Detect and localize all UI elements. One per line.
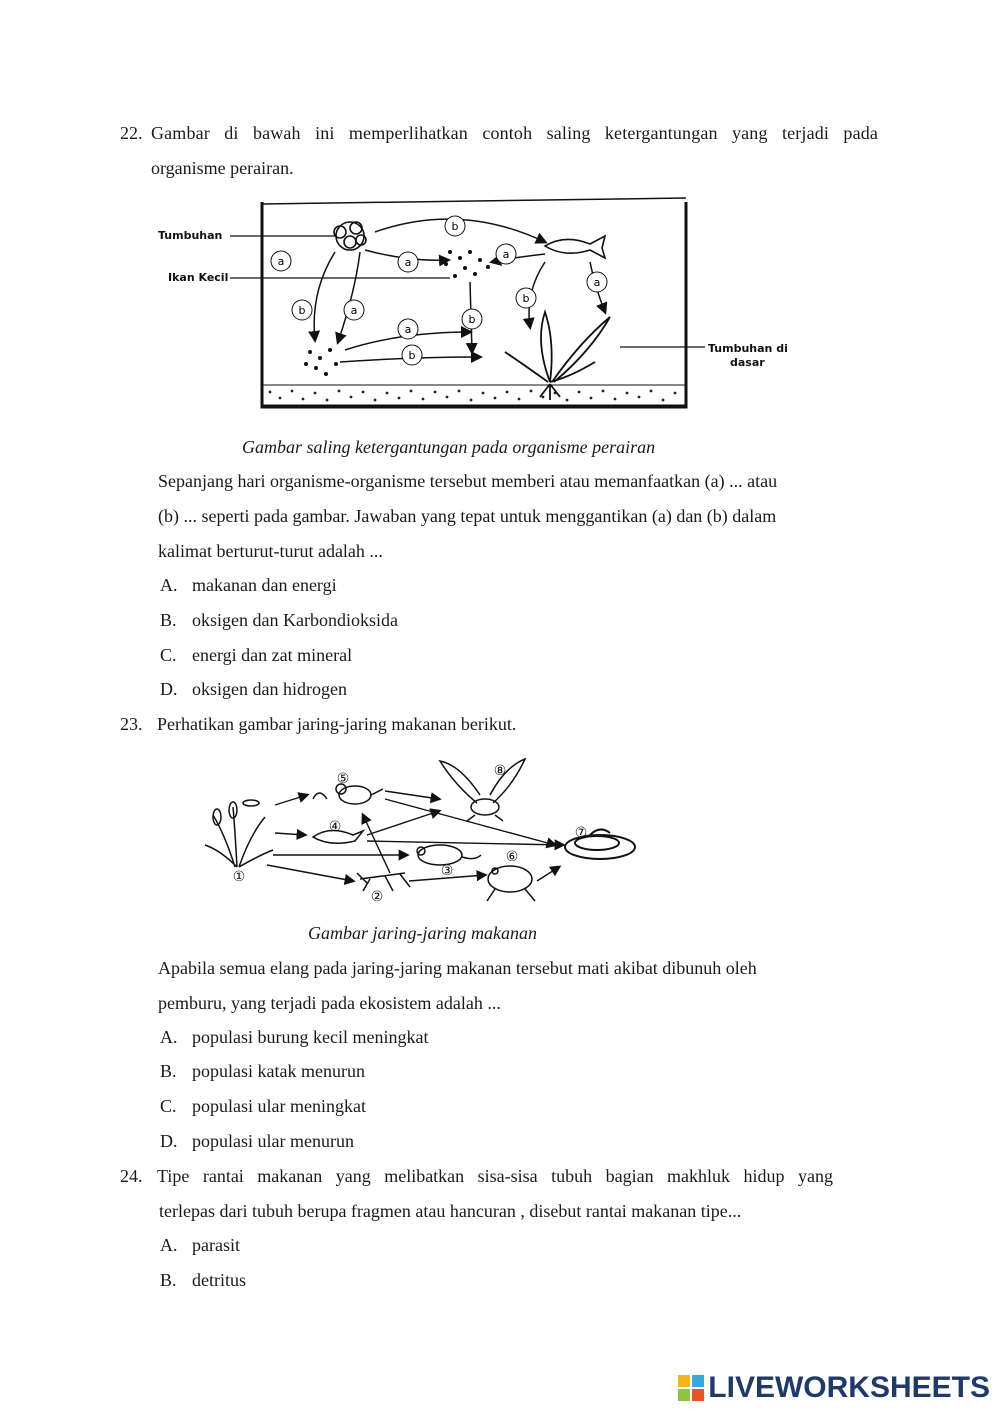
q22-body-line2: (b) ... seperti pada gambar. Jawaban yang tepat untuk menggantikan (a) dan (b) dalam — [158, 506, 777, 526]
q22-body-line3: kalimat berturut-turut adalah ... — [158, 541, 383, 561]
label-ikan-kecil: Ikan Kecil — [168, 271, 229, 284]
label-a: a — [404, 256, 412, 269]
option-text: oksigen dan Karbondioksida — [192, 610, 398, 630]
q24-option-b[interactable] — [160, 1270, 246, 1290]
option-text: energi dan zat mineral — [192, 645, 353, 665]
food-web-number-6: ⑥ — [505, 849, 519, 865]
food-web-number-8: ⑧ — [493, 763, 507, 779]
label-dasar: dasar — [730, 356, 765, 369]
option-text: makanan dan energi — [192, 575, 337, 595]
q22-option-a[interactable] — [160, 575, 337, 595]
q24-number: 24. — [120, 1166, 143, 1186]
q23-option-d[interactable] — [160, 1131, 354, 1151]
q23-number: 23. — [120, 714, 143, 734]
option-letter: C. — [160, 645, 177, 665]
option-letter: A. — [160, 1027, 178, 1047]
option-letter: B. — [160, 1061, 177, 1081]
q22-caption: Gambar saling ketergantungan pada organisme perairan — [242, 437, 656, 457]
food-web-number-3: ③ — [440, 863, 454, 879]
label-a: a — [593, 276, 601, 289]
brand-name: LIVEWORKSHEETS — [708, 1371, 990, 1404]
q23-stem: Perhatikan gambar jaring-jaring makanan berikut. — [157, 714, 517, 734]
option-letter: B. — [160, 610, 177, 630]
food-web-number-4: ④ — [328, 819, 342, 835]
label-tumbuhan: Tumbuhan — [158, 229, 223, 242]
q24-stem-line2: terlepas dari tubuh berupa fragmen atau hancuran , disebut rantai makanan tipe... — [159, 1201, 742, 1221]
q23-caption: Gambar jaring-jaring makanan — [308, 923, 537, 943]
label-a: a — [277, 255, 285, 268]
option-letter: D. — [160, 679, 178, 699]
label-b: b — [408, 349, 416, 362]
option-text: populasi katak menurun — [192, 1061, 365, 1081]
label-a: a — [502, 248, 510, 261]
food-web-diagram — [195, 755, 645, 915]
option-letter: C. — [160, 1096, 177, 1116]
q23-option-b[interactable] — [160, 1061, 365, 1081]
food-web-number-7: ⑦ — [574, 825, 588, 841]
label-b: b — [451, 220, 459, 233]
option-letter: A. — [160, 575, 178, 595]
aquatic-interdependence-diagram — [150, 192, 820, 420]
liveworksheets-brand[interactable] — [678, 1371, 990, 1405]
option-letter: A. — [160, 1235, 178, 1255]
q22-option-b[interactable] — [160, 610, 398, 630]
label-b: b — [298, 304, 306, 317]
q23-body-line2: pemburu, yang terjadi pada ekosistem adalah ... — [158, 993, 501, 1013]
food-web-number-2: ② — [370, 889, 384, 905]
q23-option-a[interactable] — [160, 1027, 429, 1047]
q22-option-c[interactable] — [160, 645, 353, 665]
option-text: populasi ular menurun — [192, 1131, 354, 1151]
option-text: parasit — [192, 1235, 240, 1255]
q23-option-c[interactable] — [160, 1096, 366, 1116]
label-b: b — [468, 313, 476, 326]
q22-option-d[interactable] — [160, 679, 347, 699]
option-letter: D. — [160, 1131, 178, 1151]
q24-option-a[interactable] — [160, 1235, 240, 1255]
label-a: a — [350, 304, 358, 317]
option-text: populasi ular meningkat — [192, 1096, 366, 1116]
food-web-number-5: ⑤ — [336, 771, 350, 787]
q22-stem-line2: organisme perairan. — [151, 158, 294, 178]
q24-stem-line1: Tipe rantai makanan yang melibatkan sisa-sisa tubuh bagian makhluk hidup yang — [157, 1166, 833, 1186]
label-a: a — [404, 323, 412, 336]
q22-stem-line1: Gambar di bawah ini memperlihatkan contoh saling ketergantungan yang terjadi pada — [151, 123, 878, 143]
option-letter: B. — [160, 1270, 177, 1290]
option-text: detritus — [192, 1270, 246, 1290]
food-web-number-1: ① — [232, 869, 246, 885]
q22-number: 22. — [120, 123, 143, 143]
option-text: populasi burung kecil meningkat — [192, 1027, 429, 1047]
q23-body-line1: Apabila semua elang pada jaring-jaring makanan tersebut mati akibat dibunuh oleh — [158, 958, 757, 978]
q22-body-line1: Sepanjang hari organisme-organisme tersebut memberi atau memanfaatkan (a) ... atau — [158, 471, 778, 491]
liveworksheets-logo-icon — [678, 1375, 704, 1401]
label-tumbuhan-di: Tumbuhan di — [708, 342, 788, 355]
option-text: oksigen dan hidrogen — [192, 679, 347, 699]
label-b: b — [522, 292, 530, 305]
